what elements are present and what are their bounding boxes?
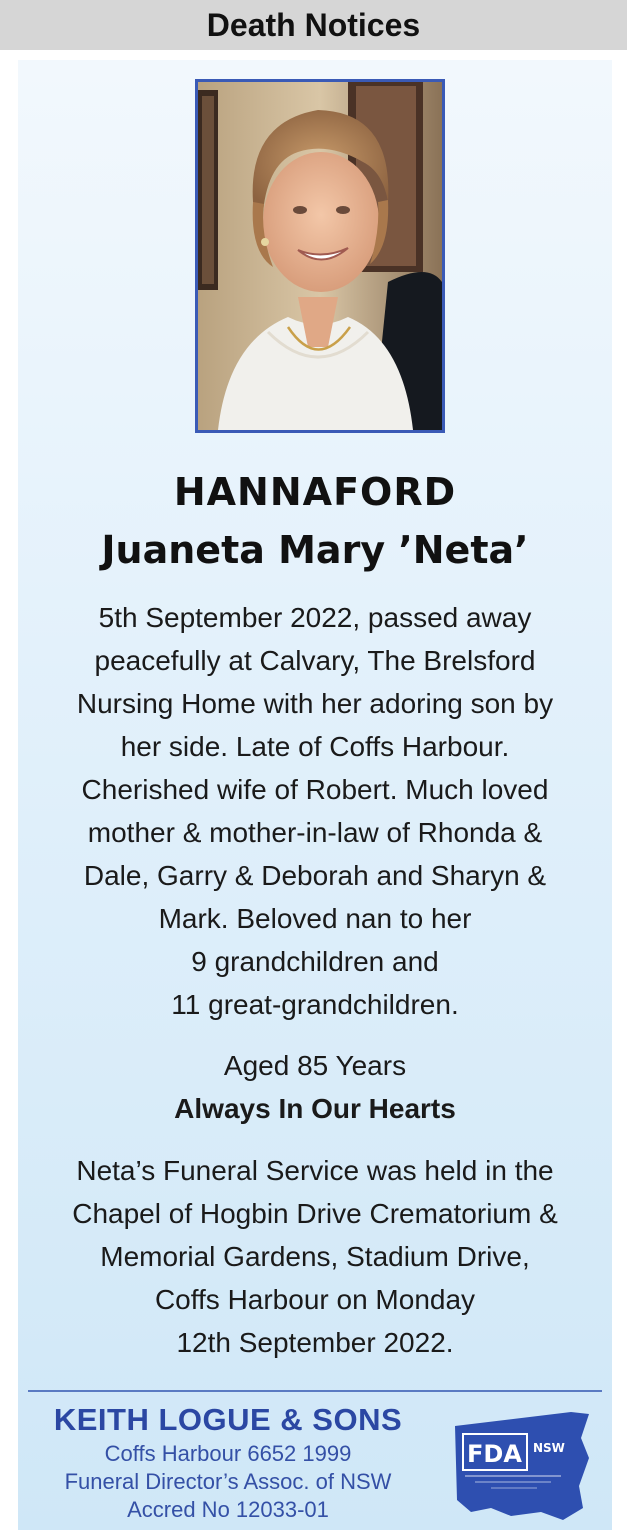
section-title: Death Notices	[206, 6, 421, 43]
notice-body-line: 11 great-grandchildren.	[171, 989, 459, 1020]
age-line: Aged 85 Years	[223, 1050, 407, 1081]
portrait-photo	[195, 79, 445, 433]
notice-body-line: her side. Late of Coffs Harbour.	[120, 731, 510, 762]
notice-body	[28, 596, 602, 1026]
notice-body-line: Mark. Beloved nan to her	[158, 903, 472, 934]
deceased-given-names: Juaneta Mary ’Neta’	[101, 528, 529, 572]
director-phone: Coffs Harbour 6652 1999	[104, 1441, 352, 1466]
section-header	[0, 0, 627, 50]
funeral-line: Memorial Gardens, Stadium Drive,	[100, 1241, 530, 1272]
tribute-line: Always In Our Hearts	[174, 1093, 456, 1124]
death-notice-card	[18, 60, 612, 1530]
funeral-details	[18, 1149, 612, 1364]
notice-body-line: 5th September 2022, passed away	[98, 602, 532, 633]
funeral-director-block	[28, 1400, 428, 1524]
notice-body-line: Nursing Home with her adoring son by	[76, 688, 554, 719]
footer-divider	[28, 1390, 602, 1392]
funeral-line: Coffs Harbour on Monday	[154, 1284, 476, 1315]
funeral-line: 12th September 2022.	[176, 1327, 454, 1358]
fda-nsw-logo	[451, 1408, 593, 1523]
notice-body-line: peacefully at Calvary, The Brelsford	[94, 645, 536, 676]
deceased-surname: HANNAFORD	[173, 470, 457, 514]
logo-text-nsw: NSW	[533, 1441, 565, 1455]
director-association: Funeral Director’s Assoc. of NSW	[64, 1469, 392, 1494]
notice-body-line: Dale, Garry & Deborah and Sharyn &	[83, 860, 547, 891]
logo-text-fda: FDA	[467, 1440, 522, 1468]
notice-body-line: Cherished wife of Robert. Much loved	[81, 774, 549, 805]
funeral-line: Chapel of Hogbin Drive Crematorium &	[72, 1198, 558, 1229]
funeral-line: Neta’s Funeral Service was held in the	[76, 1155, 554, 1186]
funeral-director-name: KEITH LOGUE & SONS	[53, 1402, 403, 1437]
notice-body-line: mother & mother-in-law of Rhonda &	[87, 817, 543, 848]
notice-body-line: 9 grandchildren and	[191, 946, 439, 977]
director-accreditation: Accred No 12033-01	[127, 1497, 329, 1522]
